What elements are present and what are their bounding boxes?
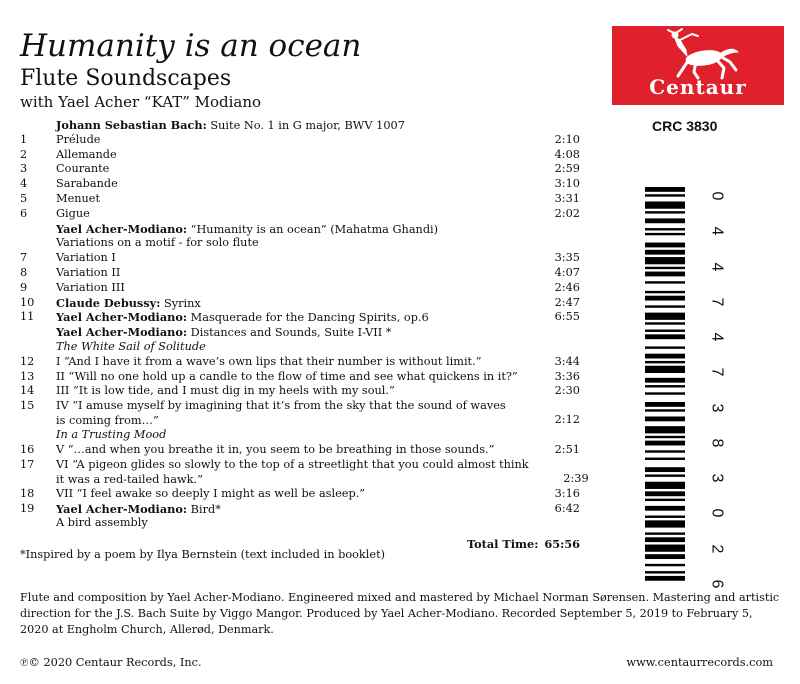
track-description	[56, 310, 520, 326]
track-description	[56, 148, 520, 163]
composer-name: Yael Acher-Modiano:	[56, 501, 188, 516]
footnote: *Inspired by a poem by Ilya Bernstein (text included in booklet)	[20, 548, 386, 561]
track-number: 16	[20, 442, 35, 456]
track-number: 15	[20, 399, 35, 413]
barcode-digit: 3	[708, 403, 725, 413]
composer-name: Yael Acher-Modiano:	[56, 221, 188, 236]
track-row	[20, 222, 580, 237]
track-row	[20, 443, 580, 458]
track-duration: 3:44	[554, 354, 580, 368]
track-duration: 4:07	[554, 265, 580, 279]
track-description	[56, 399, 520, 429]
track-number: 1	[20, 132, 28, 146]
track-number: 9	[20, 280, 28, 294]
track-duration: 3:35	[554, 251, 580, 265]
track-description	[56, 516, 520, 531]
track-duration: 2:12	[554, 413, 580, 427]
track-title: IV “I amuse myself by imagining that it’s from the sky that the sound of waves	[56, 399, 506, 413]
track-duration: 4:08	[554, 147, 580, 161]
track-number: 14	[20, 384, 35, 398]
track-title: V “…and when you breathe it in, you seem to be breathing in those sounds.”	[56, 442, 495, 456]
track-duration: 6:55	[554, 310, 580, 324]
track-duration: 2:46	[554, 280, 580, 294]
track-description	[56, 281, 520, 296]
track-title: II “Will no one hold up a candle to the flow of time and see what quickens in it?”	[56, 369, 518, 383]
track-description	[56, 458, 529, 488]
track-number: 10	[20, 295, 35, 309]
track-number: 12	[20, 354, 35, 368]
track-title: III “It is low tide, and I must dig in my heels with my soul.”	[56, 384, 395, 398]
track-title: VII “I feel awake so deeply I might as well be asleep.”	[56, 486, 366, 500]
track-title: Courante	[56, 162, 110, 176]
barcode-digit: 7	[708, 367, 725, 377]
catalog-number: CRC 3830	[652, 118, 718, 134]
barcode	[645, 187, 738, 588]
track-title: Allemande	[56, 147, 117, 161]
track-title: Variation II	[56, 265, 121, 279]
track-description	[56, 428, 520, 443]
track-row	[20, 502, 580, 517]
track-title: The White Sail of Solitude	[56, 339, 206, 353]
track-duration: 6:42	[554, 501, 580, 515]
track-title: Variation I	[56, 251, 116, 265]
track-duration: 2:02	[554, 206, 580, 220]
total-time-value: 65:56	[544, 537, 580, 552]
track-row	[20, 428, 580, 443]
track-title: Suite No. 1 in G major, BWV 1007	[206, 119, 405, 132]
production-credits: Flute and composition by Yael Acher-Modiano. Engineered mixed and mastered by Michael Norman Sørensen. Mastering and artistic direction for the J.S. Bach Suite by Viggo Mangor. Produced by Yael Acher-Modiano. Recorded September 5, 2019 to February 5, 2020 at Engholm Church, Allerød, Denmark.	[20, 591, 780, 636]
track-duration: 3:10	[554, 177, 580, 191]
track-number: 3	[20, 162, 28, 176]
album-subtitle: Flute Soundscapes	[20, 66, 232, 91]
track-description	[56, 384, 520, 399]
track-list	[20, 118, 589, 552]
barcode-digit: 4	[708, 226, 725, 236]
barcode-digit: 4	[708, 262, 725, 271]
track-description	[56, 133, 520, 148]
track-number: 17	[20, 457, 35, 471]
track-number: 7	[20, 251, 28, 265]
track-duration: 3:31	[554, 191, 580, 205]
track-description	[56, 222, 520, 238]
track-row	[20, 370, 580, 385]
track-title: In a Trusting Mood	[56, 428, 167, 442]
track-row	[20, 325, 580, 340]
track-description	[56, 192, 520, 207]
track-duration: 2:30	[554, 384, 580, 398]
total-time-label: Total Time:	[466, 537, 539, 552]
track-duration: 2:10	[554, 132, 580, 146]
track-description	[56, 487, 520, 502]
track-number: 4	[20, 177, 28, 191]
track-number: 18	[20, 486, 35, 500]
track-row	[20, 457, 589, 487]
track-description	[56, 207, 520, 222]
track-title: Masquerade for the Dancing Spirits, op.6	[187, 311, 429, 325]
barcode-digit: 0	[708, 191, 725, 201]
track-description	[56, 251, 520, 266]
performer-credit: with Yael Acher “KAT” Modiano	[20, 93, 262, 111]
track-description	[56, 266, 520, 281]
track-title: I “And I have it from a wave’s own lips that their number is without limit.”	[56, 354, 482, 368]
track-duration: 2:47	[554, 295, 580, 309]
track-number: 19	[20, 501, 35, 515]
track-title: “Humanity is an ocean” (Mahatma Ghandi)	[187, 222, 439, 236]
track-row	[20, 281, 580, 296]
barcode-digit: 8	[708, 438, 725, 448]
track-description	[56, 502, 520, 518]
logo-wordmark: Centaur	[649, 75, 747, 99]
track-title: Variations on a motif - for solo flute	[56, 236, 259, 250]
track-number: 8	[20, 265, 28, 279]
track-title: Gigue	[56, 206, 90, 220]
composer-name: Yael Acher-Modiano:	[56, 310, 188, 325]
track-row	[20, 162, 580, 177]
track-row	[20, 133, 580, 148]
track-description	[56, 340, 520, 355]
track-description	[56, 236, 520, 251]
track-duration: 2:59	[554, 162, 580, 176]
track-title: Sarabande	[56, 177, 118, 191]
website-link[interactable]: www.centaurrecords.com	[626, 656, 773, 669]
track-title: Distances and Sounds, Suite I-VII *	[187, 326, 392, 340]
barcode-digit: 6	[708, 579, 725, 589]
track-row	[20, 236, 580, 251]
track-duration: 3:36	[554, 369, 580, 383]
track-row	[20, 251, 580, 266]
track-row	[20, 399, 580, 428]
track-description	[56, 370, 520, 385]
track-row	[20, 310, 580, 325]
track-title-continued: it was a red-tailed hawk.”	[56, 472, 203, 486]
track-row	[20, 118, 580, 133]
track-title: Bird*	[187, 502, 221, 516]
track-number: 11	[20, 310, 35, 324]
track-row	[20, 340, 580, 355]
barcode-digit: 7	[708, 297, 725, 307]
track-description	[56, 355, 520, 370]
copyright: ℗© 2020 Centaur Records, Inc.	[20, 656, 202, 669]
track-row	[20, 516, 580, 531]
barcode-digit: 4	[708, 332, 725, 342]
track-description	[56, 118, 520, 134]
track-number: 6	[20, 206, 28, 220]
barcode-digit: 2	[708, 544, 725, 554]
centaur-logo	[612, 26, 784, 105]
track-description	[56, 296, 520, 312]
track-title: Syrinx	[160, 296, 201, 310]
track-row	[20, 266, 580, 281]
track-row	[20, 207, 580, 222]
album-title: Humanity is an ocean	[20, 28, 362, 64]
track-number: 5	[20, 191, 28, 205]
track-description	[56, 325, 520, 341]
track-duration: 3:16	[554, 486, 580, 500]
track-row	[20, 148, 580, 163]
track-title: Variation III	[56, 280, 125, 294]
track-row	[20, 192, 580, 207]
track-row	[20, 296, 580, 311]
track-number: 2	[20, 147, 28, 161]
track-row	[20, 177, 580, 192]
track-row	[20, 384, 580, 399]
track-title: Menuet	[56, 191, 101, 205]
track-title: VI “A pigeon glides so slowly to the top of a streetlight that you could almost think	[56, 457, 529, 471]
composer-name: Claude Debussy:	[56, 295, 161, 310]
track-duration: 2:51	[554, 442, 580, 456]
barcode-digit: 3	[708, 473, 725, 483]
track-description	[56, 162, 520, 177]
track-title: A bird assembly	[56, 516, 148, 530]
track-description	[56, 177, 520, 192]
barcode-digit: 0	[708, 508, 725, 518]
track-description	[56, 443, 520, 458]
track-number: 13	[20, 369, 35, 383]
composer-name: Yael Acher-Modiano:	[56, 325, 188, 340]
track-title: Prélude	[56, 132, 101, 146]
track-row	[20, 355, 580, 370]
track-row	[20, 487, 580, 502]
track-title-continued: is coming from…”	[56, 413, 159, 427]
composer-name: Johann Sebastian Bach:	[56, 118, 207, 132]
track-duration: 2:39	[563, 471, 589, 485]
